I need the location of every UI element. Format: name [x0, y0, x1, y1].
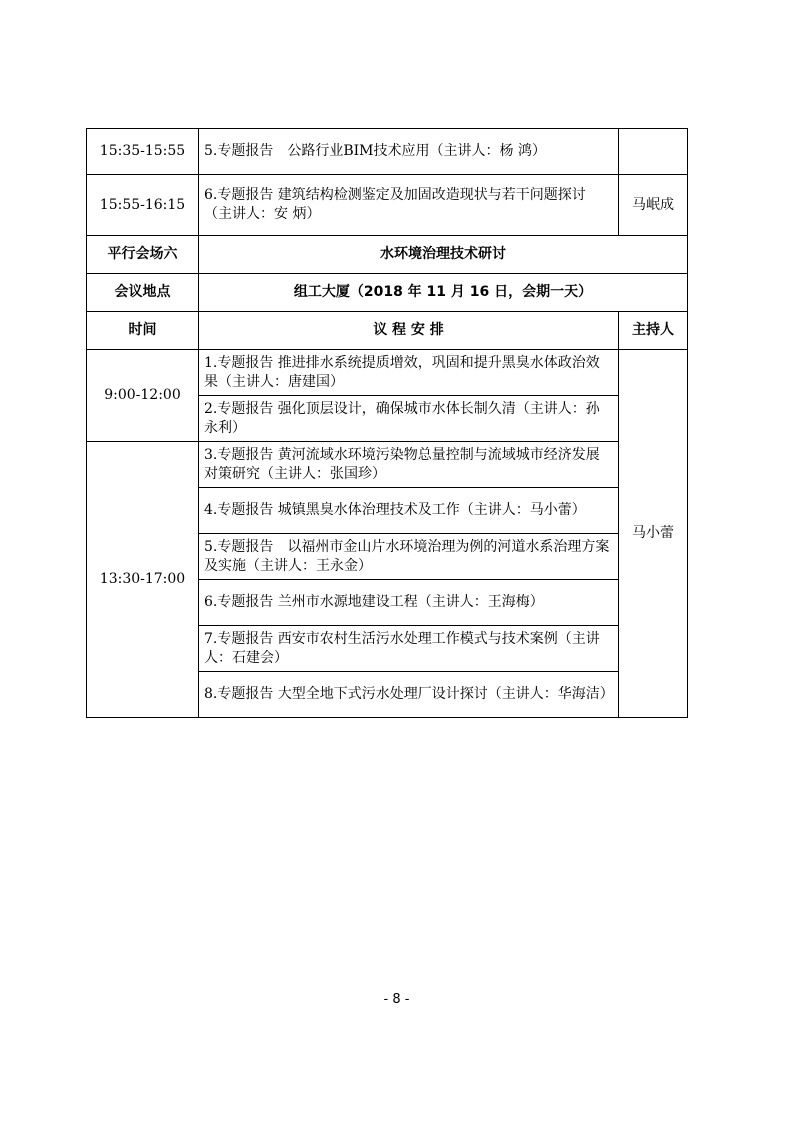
time-cell: 15:35-15:55 — [87, 129, 199, 175]
agenda-cell: 1.专题报告 推进排水系统提质增效，巩固和提升黑臭水体政治效果（主讲人：唐建国） — [199, 350, 619, 396]
header-host: 主持人 — [619, 312, 688, 350]
agenda-cell: 5.专题报告 公路行业BIM技术应用（主讲人：杨 鸿） — [199, 129, 619, 175]
table-row — [87, 129, 688, 175]
location-row — [87, 274, 688, 312]
agenda-cell: 3.专题报告 黄河流域水环境污染物总量控制与流域城市经济发展对策研究（主讲人：张国珍） — [199, 442, 619, 488]
host-cell-empty — [619, 129, 688, 175]
location-value: 组工大厦（2018 年 11 月 16 日，会期一天） — [199, 274, 688, 312]
venue-row — [87, 236, 688, 274]
host-cell: 马岷成 — [619, 175, 688, 236]
agenda-cell: 7.专题报告 西安市农村生活污水处理工作模式与技术案例（主讲人：石建会） — [199, 626, 619, 672]
header-time: 时间 — [87, 312, 199, 350]
agenda-cell: 2.专题报告 强化顶层设计，确保城市水体长制久清（主讲人：孙永利） — [199, 396, 619, 442]
agenda-cell: 4.专题报告 城镇黑臭水体治理技术及工作（主讲人：马小蕾） — [199, 488, 619, 534]
venue-label: 平行会场六 — [87, 236, 199, 274]
agenda-cell: 6.专题报告 建筑结构检测鉴定及加固改造现状与若干问题探讨（主讲人：安 炳） — [199, 175, 619, 236]
afternoon-time-cell: 13:30-17:00 — [87, 442, 199, 718]
table-row — [87, 442, 688, 488]
agenda-cell: 8.专题报告 大型全地下式污水处理厂设计探讨（主讲人：华海洁） — [199, 672, 619, 718]
time-cell: 15:55-16:15 — [87, 175, 199, 236]
agenda-cell: 5.专题报告 以福州市金山片水环境治理为例的河道水系治理方案及实施（主讲人：王永金） — [199, 534, 619, 580]
agenda-table — [86, 128, 688, 718]
table-row — [87, 350, 688, 396]
header-row — [87, 312, 688, 350]
host-cell: 马小蕾 — [619, 350, 688, 718]
morning-time-cell: 9:00-12:00 — [87, 350, 199, 442]
header-agenda: 议 程 安 排 — [199, 312, 619, 350]
location-label: 会议地点 — [87, 274, 199, 312]
table-row — [87, 175, 688, 236]
agenda-cell: 6.专题报告 兰州市水源地建设工程（主讲人：王海梅） — [199, 580, 619, 626]
page-number: - 8 - — [383, 992, 410, 1007]
venue-title: 水环境治理技术研讨 — [199, 236, 688, 274]
